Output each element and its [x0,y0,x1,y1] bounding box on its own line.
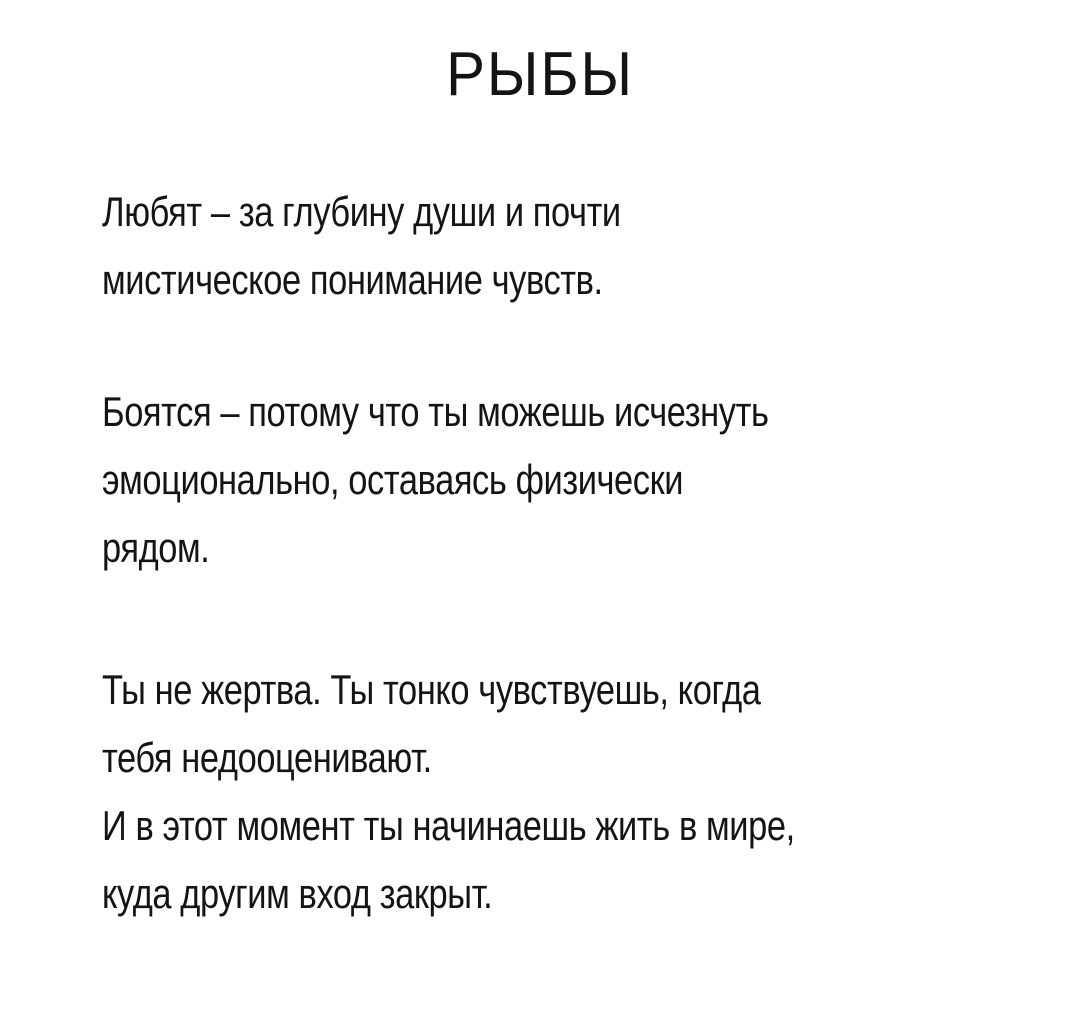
paragraph-line: Ты не жертва. Ты тонко чувствуешь, когда [102,666,761,713]
page-title: РЫБЫ [446,40,634,109]
paragraph-line: мистическое понимание чувств. [102,256,603,303]
paragraph-line: Боятся – потому что ты можешь исчезнуть [102,388,769,435]
paragraph-line: тебя недооценивают. [102,734,432,781]
paragraph-fear [102,378,1002,582]
paragraph-line: куда другим вход закрыт. [102,870,493,917]
paragraph-line: Любят – за глубину души и почти [102,188,621,235]
paragraph-line: рядом. [102,524,210,571]
paragraph-not-victim [102,656,1002,928]
paragraph-love [102,178,1002,314]
paragraph-line: эмоционально, оставаясь физически [102,456,684,503]
paragraph-line: И в этот момент ты начинаешь жить в мире, [102,802,795,849]
